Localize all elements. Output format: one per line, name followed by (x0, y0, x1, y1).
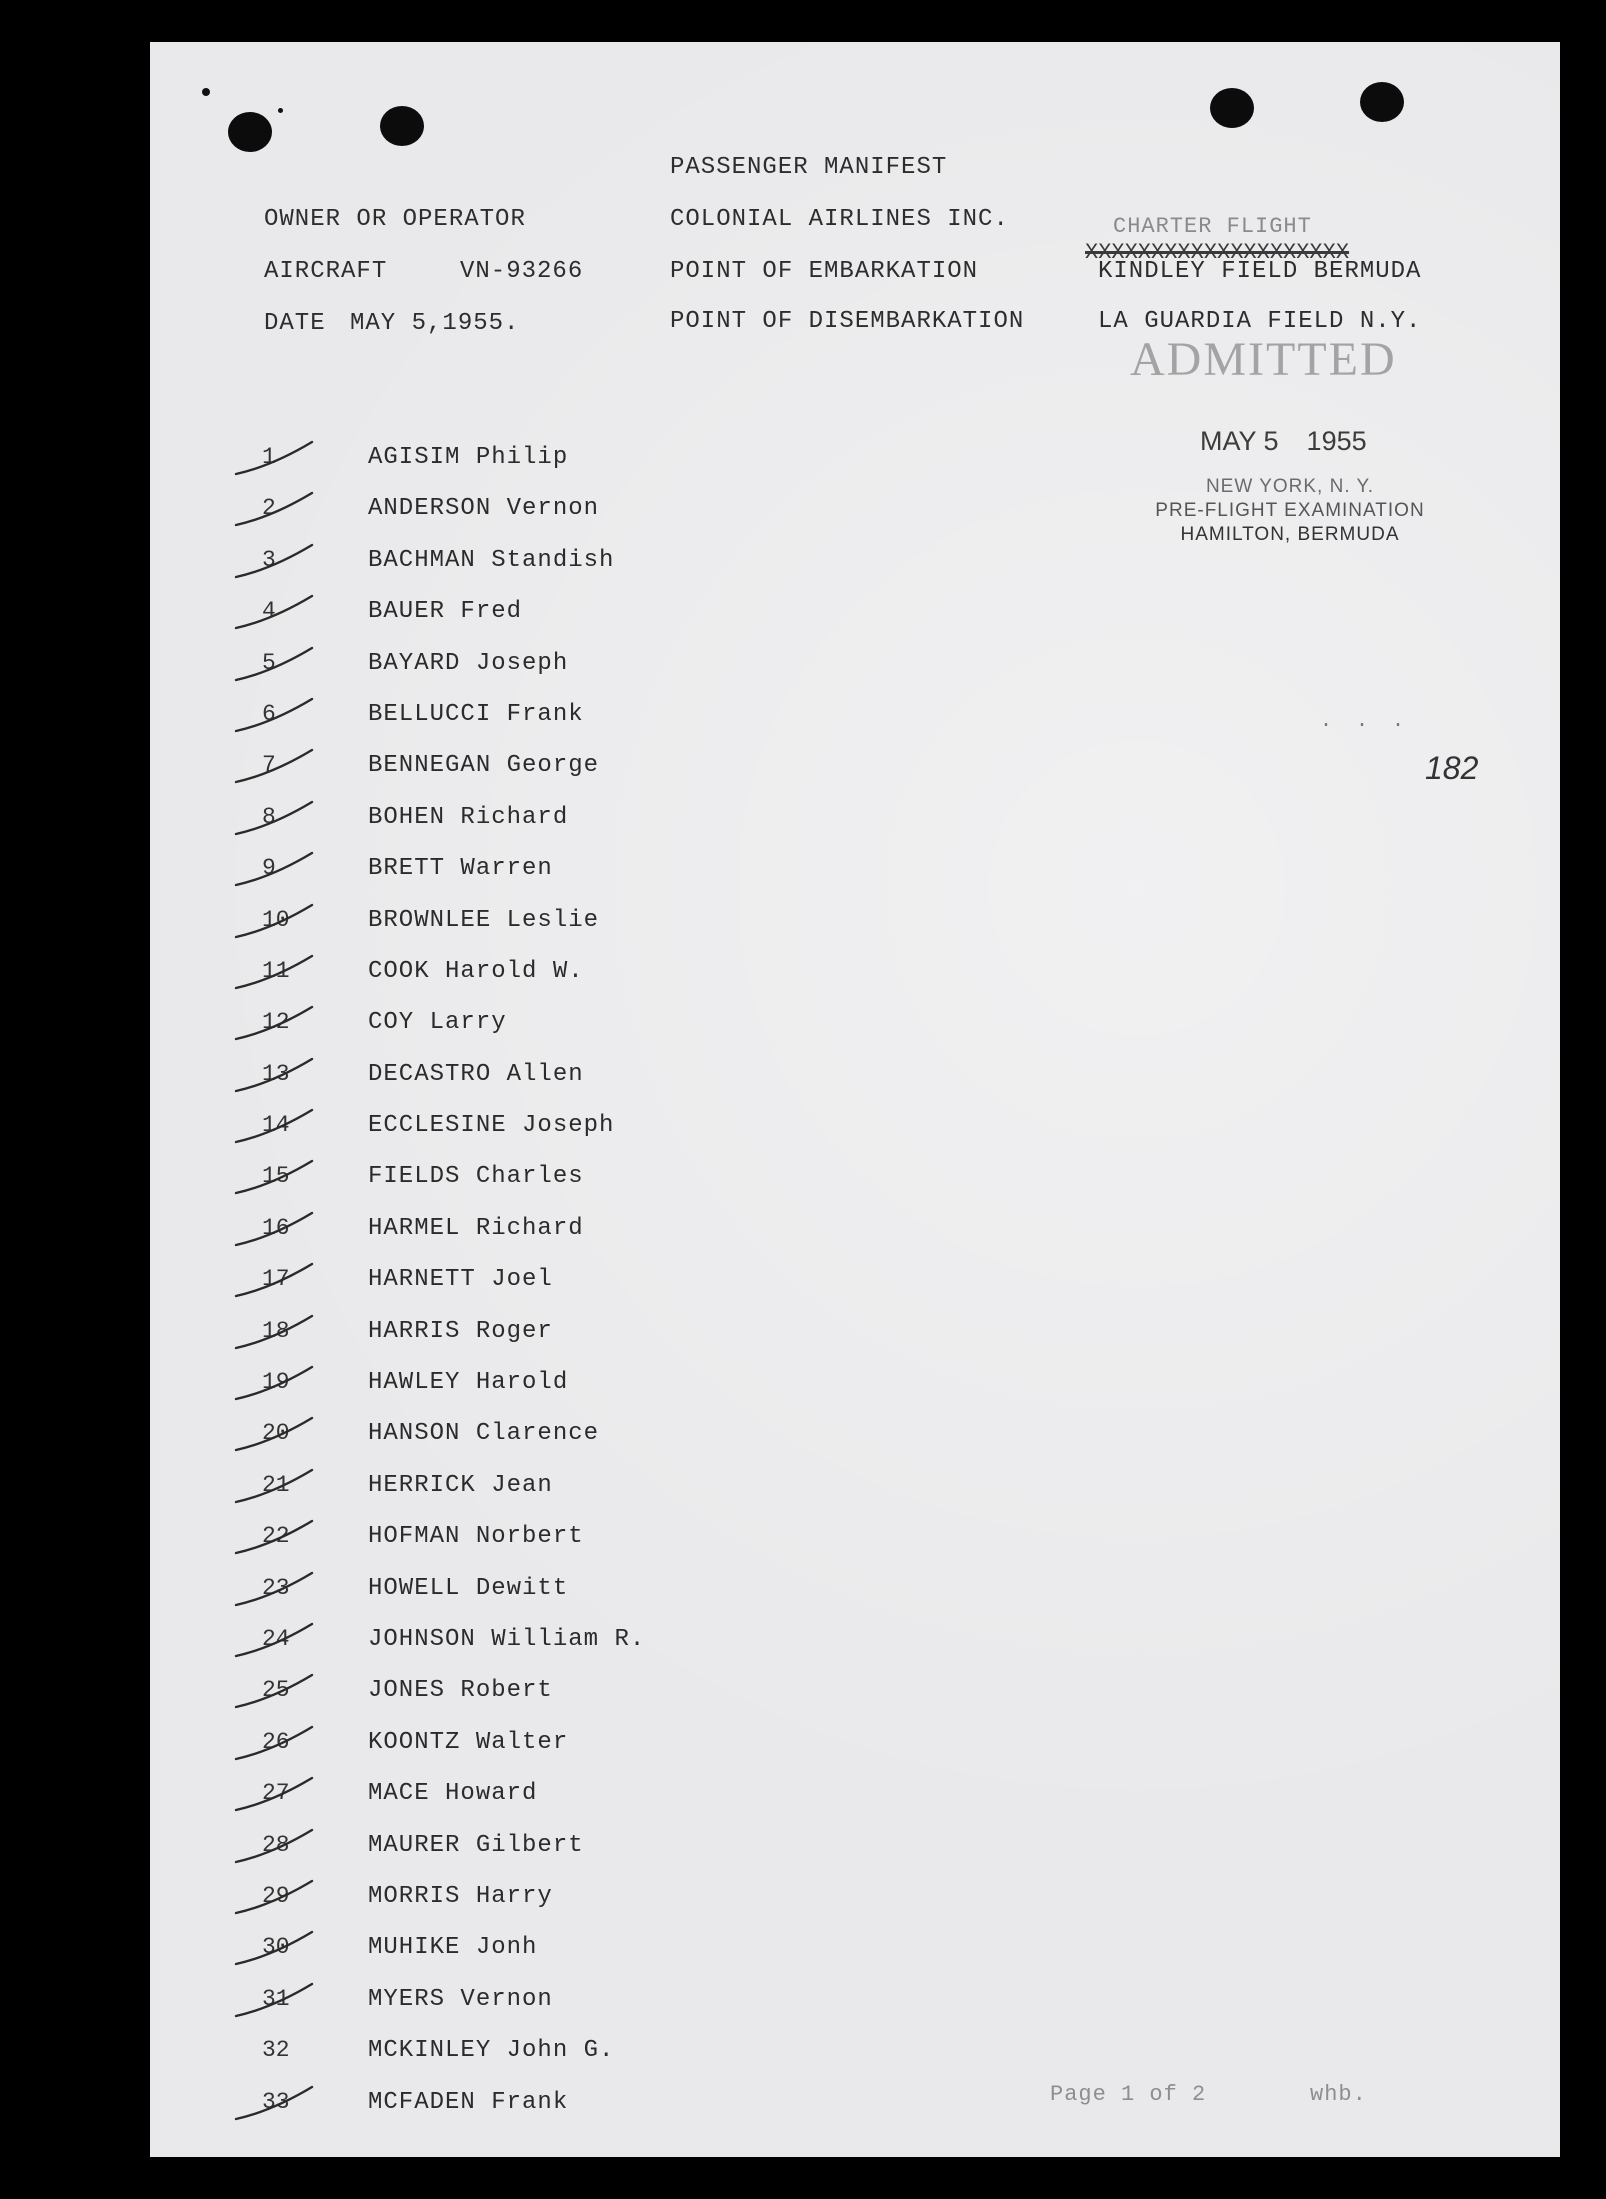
passenger-name: HAWLEY Harold (368, 1369, 569, 1397)
embark-value: KINDLEY FIELD BERMUDA (1098, 258, 1422, 285)
passenger-name: AGISIM Philip (368, 444, 569, 471)
stamp-date (1200, 426, 1367, 457)
passenger-name: HARRIS Roger (368, 1317, 553, 1345)
punch-hole (380, 106, 424, 146)
passenger-row (150, 1359, 950, 1410)
passenger-row (150, 1667, 950, 1718)
passenger-number: 24 (262, 1625, 290, 1652)
passenger-row (150, 434, 950, 485)
aircraft-value: VN-93266 (460, 258, 584, 285)
stamp-preflight: PRE-FLIGHT EXAMINATION (1155, 500, 1425, 521)
passenger-name: MAURER Gilbert (368, 1831, 584, 1859)
passenger-number: 20 (262, 1420, 290, 1447)
passenger-name: JOHNSON William R. (368, 1625, 646, 1653)
passenger-row (150, 948, 950, 999)
passenger-name: BROWNLEE Leslie (368, 906, 600, 934)
passenger-number: 18 (262, 1317, 290, 1344)
passenger-name: HANSON Clarence (368, 1420, 600, 1448)
passenger-name: MYERS Vernon (368, 1985, 553, 2013)
passenger-name: HARMEL Richard (368, 1214, 584, 1242)
passenger-number: 5 (262, 649, 276, 676)
passenger-name: MORRIS Harry (368, 1882, 553, 1910)
passenger-number: 10 (262, 906, 290, 933)
passenger-row (150, 691, 950, 742)
passenger-number: 30 (262, 1934, 290, 1961)
passenger-name: MCKINLEY John G. (368, 2037, 615, 2065)
page-indicator: Page 1 of 2 (1050, 2082, 1207, 2107)
owner-value: COLONIAL AIRLINES INC. (670, 206, 1009, 233)
passenger-name: BOHEN Richard (368, 803, 569, 831)
passenger-number: 1 (262, 444, 276, 470)
passenger-name: KOONTZ Walter (368, 1728, 569, 1756)
charter-flight-text: CHARTER FLIGHT (1113, 214, 1312, 239)
passenger-name: JONES Robert (368, 1677, 553, 1705)
passenger-number: 4 (262, 598, 276, 625)
disembark-label: POINT OF DISEMBARKATION (670, 308, 1025, 335)
passenger-number: 12 (262, 1009, 290, 1036)
passenger-number: 3 (262, 546, 276, 573)
passenger-name: COOK Harold W. (368, 957, 584, 985)
passenger-name: HERRICK Jean (368, 1471, 553, 1499)
admitted-stamp: ADMITTED (1130, 333, 1397, 386)
stray-marks: . . . (1320, 710, 1411, 733)
passenger-number: 25 (262, 1677, 290, 1704)
struck-out-text: XXXXXXXXXXXXXXXXXXXX (1085, 240, 1350, 265)
passenger-row (150, 1410, 950, 1461)
passenger-row (150, 2079, 950, 2130)
passenger-row (150, 845, 950, 896)
passenger-name: HOWELL Dewitt (368, 1574, 569, 1602)
passenger-row (150, 588, 950, 639)
passenger-row (150, 1256, 950, 1307)
passenger-row (150, 1205, 950, 1256)
punch-hole (1360, 82, 1404, 122)
passenger-number: 33 (262, 2088, 290, 2115)
passenger-name: BELLUCCI Frank (368, 700, 584, 728)
passenger-name: MUHIKE Jonh (368, 1934, 538, 1962)
passenger-number: 13 (262, 1060, 290, 1087)
stamp-month-day: MAY 5 (1200, 426, 1279, 456)
sheet-number: 182 (1425, 750, 1479, 786)
passenger-row (150, 1719, 950, 1770)
ink-speck (278, 108, 283, 113)
passenger-number: 28 (262, 1831, 290, 1858)
owner-label: OWNER OR OPERATOR (264, 206, 526, 233)
passenger-number: 23 (262, 1574, 290, 1601)
passenger-number: 29 (262, 1882, 290, 1909)
passenger-number: 15 (262, 1163, 290, 1190)
passenger-name: BRETT Warren (368, 855, 553, 883)
disembark-value: LA GUARDIA FIELD N.Y. (1098, 308, 1422, 335)
punch-hole (1210, 88, 1254, 128)
passenger-name: FIELDS Charles (368, 1163, 584, 1191)
ink-speck (202, 88, 210, 96)
passenger-row (150, 1770, 950, 1821)
passenger-number: 27 (262, 1780, 290, 1807)
clerk-initials: whb. (1310, 2082, 1367, 2107)
passenger-row (150, 640, 950, 691)
passenger-row (150, 1616, 950, 1667)
passenger-row (150, 537, 950, 588)
passenger-row (150, 1976, 950, 2027)
passenger-number: 6 (262, 700, 276, 727)
passenger-row (150, 1462, 950, 1513)
passenger-row (150, 1822, 950, 1873)
passenger-number: 22 (262, 1523, 290, 1550)
passenger-name: BAUER Fred (368, 598, 523, 626)
passenger-row (150, 2027, 950, 2078)
passenger-number: 21 (262, 1471, 290, 1498)
passenger-row (150, 1565, 950, 1616)
passenger-row (150, 1513, 950, 1564)
passenger-number: 31 (262, 1985, 290, 2012)
passenger-number: 19 (262, 1369, 290, 1396)
passenger-number: 11 (262, 957, 290, 984)
passenger-name: COY Larry (368, 1009, 507, 1037)
passenger-row (150, 1308, 950, 1359)
passenger-row (150, 1924, 950, 1975)
passenger-name: DECASTRO Allen (368, 1060, 584, 1088)
aircraft-label: AIRCRAFT (264, 258, 388, 285)
stamp-year: 1955 (1306, 426, 1367, 456)
passenger-number: 14 (262, 1112, 290, 1139)
passenger-row (150, 1051, 950, 1102)
stamp-location-ny: NEW YORK, N. Y. (1205, 476, 1375, 497)
manifest-sheet (150, 42, 1560, 2157)
passenger-row (150, 485, 950, 536)
passenger-number: 26 (262, 1728, 290, 1755)
embark-label: POINT OF EMBARKATION (670, 258, 979, 285)
passenger-number: 8 (262, 803, 276, 830)
passenger-name: BAYARD Joseph (368, 649, 569, 677)
passenger-number: 9 (262, 855, 276, 882)
passenger-name: HOFMAN Norbert (368, 1523, 584, 1551)
passenger-row (150, 897, 950, 948)
passenger-name: MACE Howard (368, 1780, 538, 1808)
passenger-row (150, 1153, 950, 1204)
passenger-row (150, 1102, 950, 1153)
stamp-location-bermuda: HAMILTON, BERMUDA (1180, 524, 1400, 545)
passenger-number: 17 (262, 1266, 290, 1293)
passenger-name: MCFADEN Frank (368, 2088, 569, 2116)
passenger-number: 16 (262, 1214, 290, 1241)
passenger-name: HARNETT Joel (368, 1266, 553, 1294)
passenger-number: 7 (262, 752, 276, 779)
manifest-title: PASSENGER MANIFEST (670, 154, 948, 181)
passenger-row (150, 742, 950, 793)
date-value: MAY 5,1955. (350, 310, 520, 337)
passenger-name: BACHMAN Standish (368, 546, 615, 574)
passenger-number: 2 (262, 495, 276, 522)
punch-hole (228, 112, 272, 152)
passenger-name: BENNEGAN George (368, 752, 600, 780)
passenger-row (150, 1873, 950, 1924)
date-label: DATE (264, 310, 326, 337)
passenger-list (150, 434, 950, 2130)
passenger-row (150, 794, 950, 845)
passenger-name: ECCLESINE Joseph (368, 1112, 615, 1140)
passenger-name: ANDERSON Vernon (368, 495, 600, 523)
passenger-row (150, 999, 950, 1050)
passenger-number: 32 (262, 2037, 290, 2064)
